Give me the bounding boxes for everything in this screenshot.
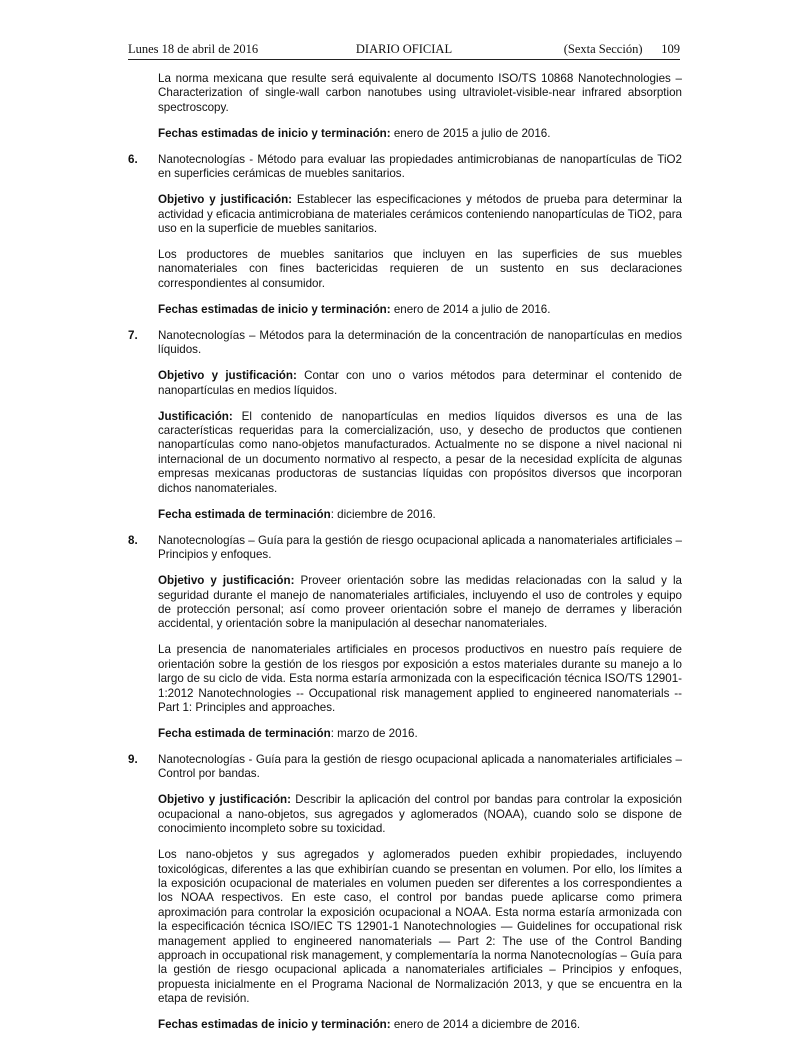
header-page-number: 109 <box>661 42 680 56</box>
item-paragraph: La presencia de nanomateriales artificiales en procesos productivos en nuestro país requiere de orientación sobre la gestión de los riesgos por exposición a estos materiales durante su manejo a lo largo de su ciclo de vida. Esta norma estaría armonizada con la especificación técnica ISO/TS 12901-1:2012 Nanotechnologies -- Occupational risk management applied to engineered nanomaterials -- Part 1: Principles and approaches. <box>158 643 682 714</box>
item-objective <box>158 369 682 398</box>
objective-text: Describir la aplicación del control por bandas para controlar la exposición ocupacional a nano-objetos, sus agregados y aglomerados (NOAA), cuando solo se dispone de conocimiento incompleto sobre su toxicidad. <box>158 793 682 836</box>
header-date: Lunes 18 de abril de 2016 <box>128 42 259 56</box>
objective-text: Establecer las especificaciones y métodos de prueba para determinar la actividad y eficacia antimicrobiana de materiales cerámicos conteniendo nanopartículas de TiO2, para uso en la superficie de muebles sanitarios. <box>158 193 682 236</box>
item-title-text: Nanotecnologías - Método para evaluar las propiedades antimicrobianas de nanopartículas de TiO2 en superficies cerámicas de muebles sanitarios. <box>158 152 682 181</box>
item-title-text: Nanotecnologías – Métodos para la determinación de la concentración de nanopartículas en medios líquidos. <box>158 328 682 357</box>
item-dates <box>158 1018 682 1032</box>
item-title <box>128 152 682 182</box>
item-title-text: Nanotecnologías - Guía para la gestión de riesgo ocupacional aplicada a nanomateriales artificiales – Control por bandas. <box>158 752 682 781</box>
justification-text: El contenido de nanopartículas en medios líquidos diversos es una de las características requeridas para la comercialización, uso, y desecho de productos que contienen nanopartículas como nano-objetos manufacturados. Actualmente no se dispone a nivel nacional ni internacional de un documento normativo al respecto, a pesar de la necesidad explícita de algunas empresas mexicanas productoras de sustancias líquidas con propósitos diversos que incorporan dichos nanomateriales. <box>158 409 682 495</box>
objective-text: Contar con uno o varios métodos para determinar el contenido de nanopartículas en medios líquidos. <box>158 369 682 397</box>
item-number: 9. <box>128 752 138 766</box>
intro-dates-label: Fechas estimadas de inicio y terminación: <box>158 126 391 140</box>
item-number: 6. <box>128 152 138 166</box>
item-number: 7. <box>128 328 138 342</box>
intro-dates-value: enero de 2015 a julio de 2016. <box>390 126 551 140</box>
item-objective <box>158 574 682 632</box>
item-title <box>128 752 682 782</box>
header-publication: DIARIO OFICIAL <box>355 42 453 56</box>
objective-label: Objetivo y justificación: <box>158 193 293 207</box>
objective-label: Objetivo y justificación: <box>158 793 291 807</box>
intro-dates <box>158 127 682 141</box>
page-header <box>128 42 680 60</box>
dates-value: enero de 2014 a julio de 2016. <box>390 302 551 316</box>
item-title <box>128 328 682 358</box>
item-objective <box>158 793 682 836</box>
item-dates <box>158 508 682 522</box>
item-paragraph: Los productores de muebles sanitarios que incluyen en las superficies de sus muebles nanomateriales con fines bactericidas requieren de un sustento en sus declaraciones correspondientes al consumidor. <box>158 248 682 290</box>
intro-paragraph: La norma mexicana que resulte será equivalente al documento ISO/TS 10868 Nanotechnologies – Characterization of single-wall carbon nanotubes using ultraviolet-visible-near infrared absorption spectroscopy. <box>158 72 682 114</box>
objective-text: Proveer orientación sobre las medidas relacionadas con la salud y la seguridad durante el manejo de nanomateriales artificiales, incluyendo el uso de controles y equipo de protección personal; así como proveer orientación sobre el manejo de derrames y liberación accidental, y orientación sobre la manipulación al desechar nanomateriales. <box>158 574 682 631</box>
objective-label: Objetivo y justificación: <box>158 574 295 588</box>
header-section: (Sexta Sección) <box>563 42 643 56</box>
header-rule <box>128 59 680 60</box>
dates-label: Fechas estimadas de inicio y terminación: <box>158 1018 391 1032</box>
dates-label: Fecha estimada de terminación <box>158 507 331 521</box>
justification-label: Justificación: <box>158 409 233 423</box>
document-body <box>128 72 682 1040</box>
item-justification <box>158 410 682 496</box>
item-title-text: Nanotecnologías – Guía para la gestión de riesgo ocupacional aplicada a nanomateriales artificiales – Principios y enfoques. <box>158 533 682 562</box>
dates-value: : marzo de 2016. <box>330 726 418 740</box>
dates-label: Fecha estimada de terminación <box>158 726 331 740</box>
objective-label: Objetivo y justificación: <box>158 369 297 383</box>
item-objective <box>158 193 682 236</box>
item-dates <box>158 303 682 317</box>
item-dates <box>158 727 682 741</box>
item-number: 8. <box>128 533 138 547</box>
dates-label: Fechas estimadas de inicio y terminación: <box>158 302 391 316</box>
dates-value: enero de 2014 a diciembre de 2016. <box>390 1018 581 1032</box>
header-section-page <box>564 42 680 57</box>
item-title <box>128 533 682 563</box>
item-paragraph: Los nano-objetos y sus agregados y aglomerados pueden exhibir propiedades, incluyendo toxicológicas, diferentes a las que exhibirían cuando se presentan en volumen. Por ello, los límites a la exposición ocupacional de materiales en volumen pueden ser diferentes a los correspondientes a los NOAA respectivos. En este caso, el control por bandas puede aplicarse como primera aproximación para controlar la exposición ocupacional a NOAA. Esta norma estaría armonizada con la especificación técnica ISO/IEC TS 12901-1 Nanotechnologies — Guidelines for occupational risk management applied to engineered nanomaterials — Part 2: The use of the Control Banding approach in occupational risk management, y complementaría la norma Nanotecnologías – Guía para la gestión de riesgo ocupacional aplicada a nanomateriales artificiales – Principios y enfoques, propuesta inicialmente en el Programa Nacional de Normalización 2013, y que se encuentra en la etapa de revisión. <box>158 848 682 1006</box>
dates-value: : diciembre de 2016. <box>330 507 436 521</box>
